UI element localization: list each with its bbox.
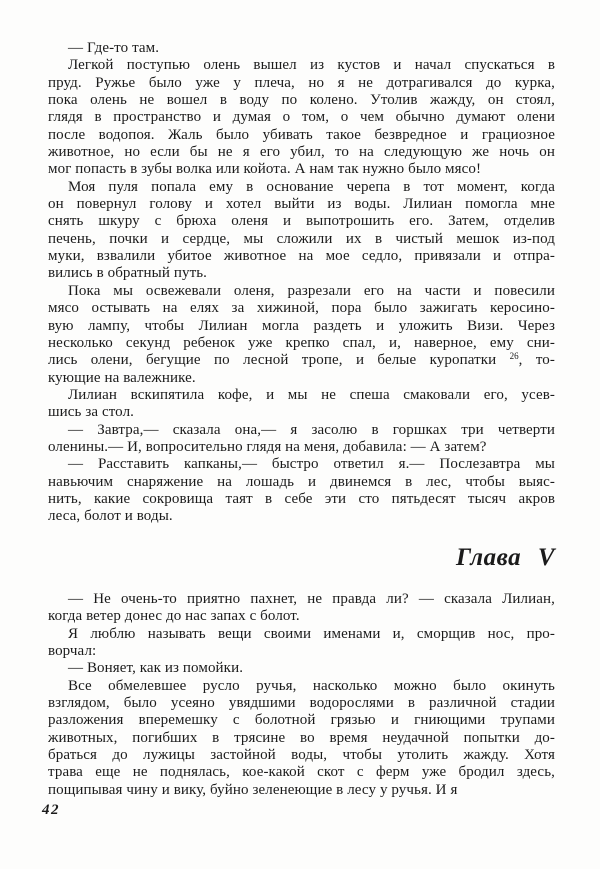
text-line: животное, но если бы не я его убил, то на следующую же ночь он bbox=[48, 144, 555, 161]
text-line: — Не очень-то приятно пахнет, не правда ли? — сказала Лилиан, bbox=[68, 591, 555, 607]
text-line: Пока мы освежевали оленя, разрезали его на части и повесили bbox=[68, 282, 555, 299]
text-line: ворчал: bbox=[48, 643, 97, 660]
text-line: глядя в пространство и думая о том, о чем обычно думают олени bbox=[48, 109, 555, 126]
text-line: после водопоя. Жаль было убивать такое безвредное и грациозное bbox=[48, 126, 555, 143]
text-line: — Где-то там. bbox=[68, 40, 160, 56]
body-text-section-2 bbox=[48, 591, 555, 799]
page-number: 42 bbox=[42, 802, 60, 818]
text-line: трава еще не поднялась, кое-какой скот с ферм уже бродил здесь, bbox=[48, 764, 555, 781]
text-line: пруд. Ружье было уже у плеча, но я не дотрагивался до курка, bbox=[48, 74, 555, 91]
chapter-heading: Глава V bbox=[455, 544, 555, 571]
text-line: навьючим снаряжение на лошадь и двинемся в лес, чтобы выяс- bbox=[48, 473, 555, 490]
text-line: Моя пуля попала ему в основание черепа в тот момент, когда bbox=[68, 178, 555, 195]
text-line: кующие на валежнике. bbox=[48, 369, 196, 386]
text-line: браться до лужицы застойной воды, чтобы утолить жажду. Хотя bbox=[48, 747, 555, 764]
body-text-section-1 bbox=[48, 40, 555, 526]
text-line: вую лампу, чтобы Лилиан могла раздеть и уложить Визи. Через bbox=[48, 317, 555, 334]
text-line: — Завтра,— сказала она,— я засолю в горшках три четверти bbox=[68, 421, 555, 438]
text-line: муки, взвалили убитое животное на мое седло, привязали и отпра- bbox=[48, 248, 555, 265]
text-line: нить, какие сокровища таят в себе эти сто пятьдесят тысяч акров bbox=[48, 490, 555, 507]
text-line: печень, почки и сердце, мы сложили их в чистый мешок из-под bbox=[48, 230, 555, 247]
text-line: животных, погибших в трясине во время неудачной попытки до- bbox=[48, 729, 555, 746]
text-line: когда ветер донес до нас запах с болот. bbox=[48, 608, 300, 625]
text-line: взглядом, было усеяно увядшими водорослями в различной стадии bbox=[48, 695, 555, 712]
text-line: мясо остывать на елях за хижиной, пора было зажигать керосино- bbox=[48, 300, 555, 317]
text-line: леса, болот и воды. bbox=[48, 508, 173, 525]
text-line: пощипывая чину и вику, буйно зеленеющие в лесу у ручья. И я bbox=[48, 781, 458, 798]
footnote-reference: 26 bbox=[509, 352, 519, 362]
text-line: шись за стол. bbox=[48, 404, 135, 421]
text-line: Лилиан вскипятила кофе, и мы не спеша смаковали его, усев- bbox=[68, 386, 555, 403]
text-line: Легкой поступью олень вышел из кустов и начал спускаться в bbox=[68, 57, 555, 74]
text-line: — Расставить капканы,— быстро ответил я.— Послезавтра мы bbox=[68, 456, 555, 473]
text-line: мог попасть в зубы волка или койота. А нам так нужно было мясо! bbox=[48, 161, 482, 178]
text-line: несколько секунд ребенок уже крепко спал, и, наверное, ему сни- bbox=[48, 334, 555, 351]
text-line: — Воняет, как из помойки. bbox=[68, 660, 244, 677]
text-line: снять шкуру с брюха оленя и выпотрошить его. Затем, отделив bbox=[48, 213, 555, 230]
text-line: вились в обратный путь. bbox=[48, 265, 208, 282]
text-line: лись олени, бегущие по лесной тропе, и белые куропатки $^{26}$, то- bbox=[48, 352, 555, 369]
text-line: Все обмелевшее русло ручья, насколько можно было окинуть bbox=[68, 677, 555, 694]
text-line: он повернул голову и хотел выйти из воды. Лилиан помогла мне bbox=[48, 196, 555, 213]
text-line: оленины.— И, вопросительно глядя на меня, добавила: — А затем? bbox=[48, 438, 487, 455]
text-line: Я люблю называть вещи своими именами и, сморщив нос, про- bbox=[68, 625, 555, 642]
text-line: разложения вперемешку с болотной грязью и гниющими трупами bbox=[48, 712, 555, 729]
text-line: пока олень не вошел в воду по колено. Утолив жажду, он стоял, bbox=[48, 92, 555, 109]
